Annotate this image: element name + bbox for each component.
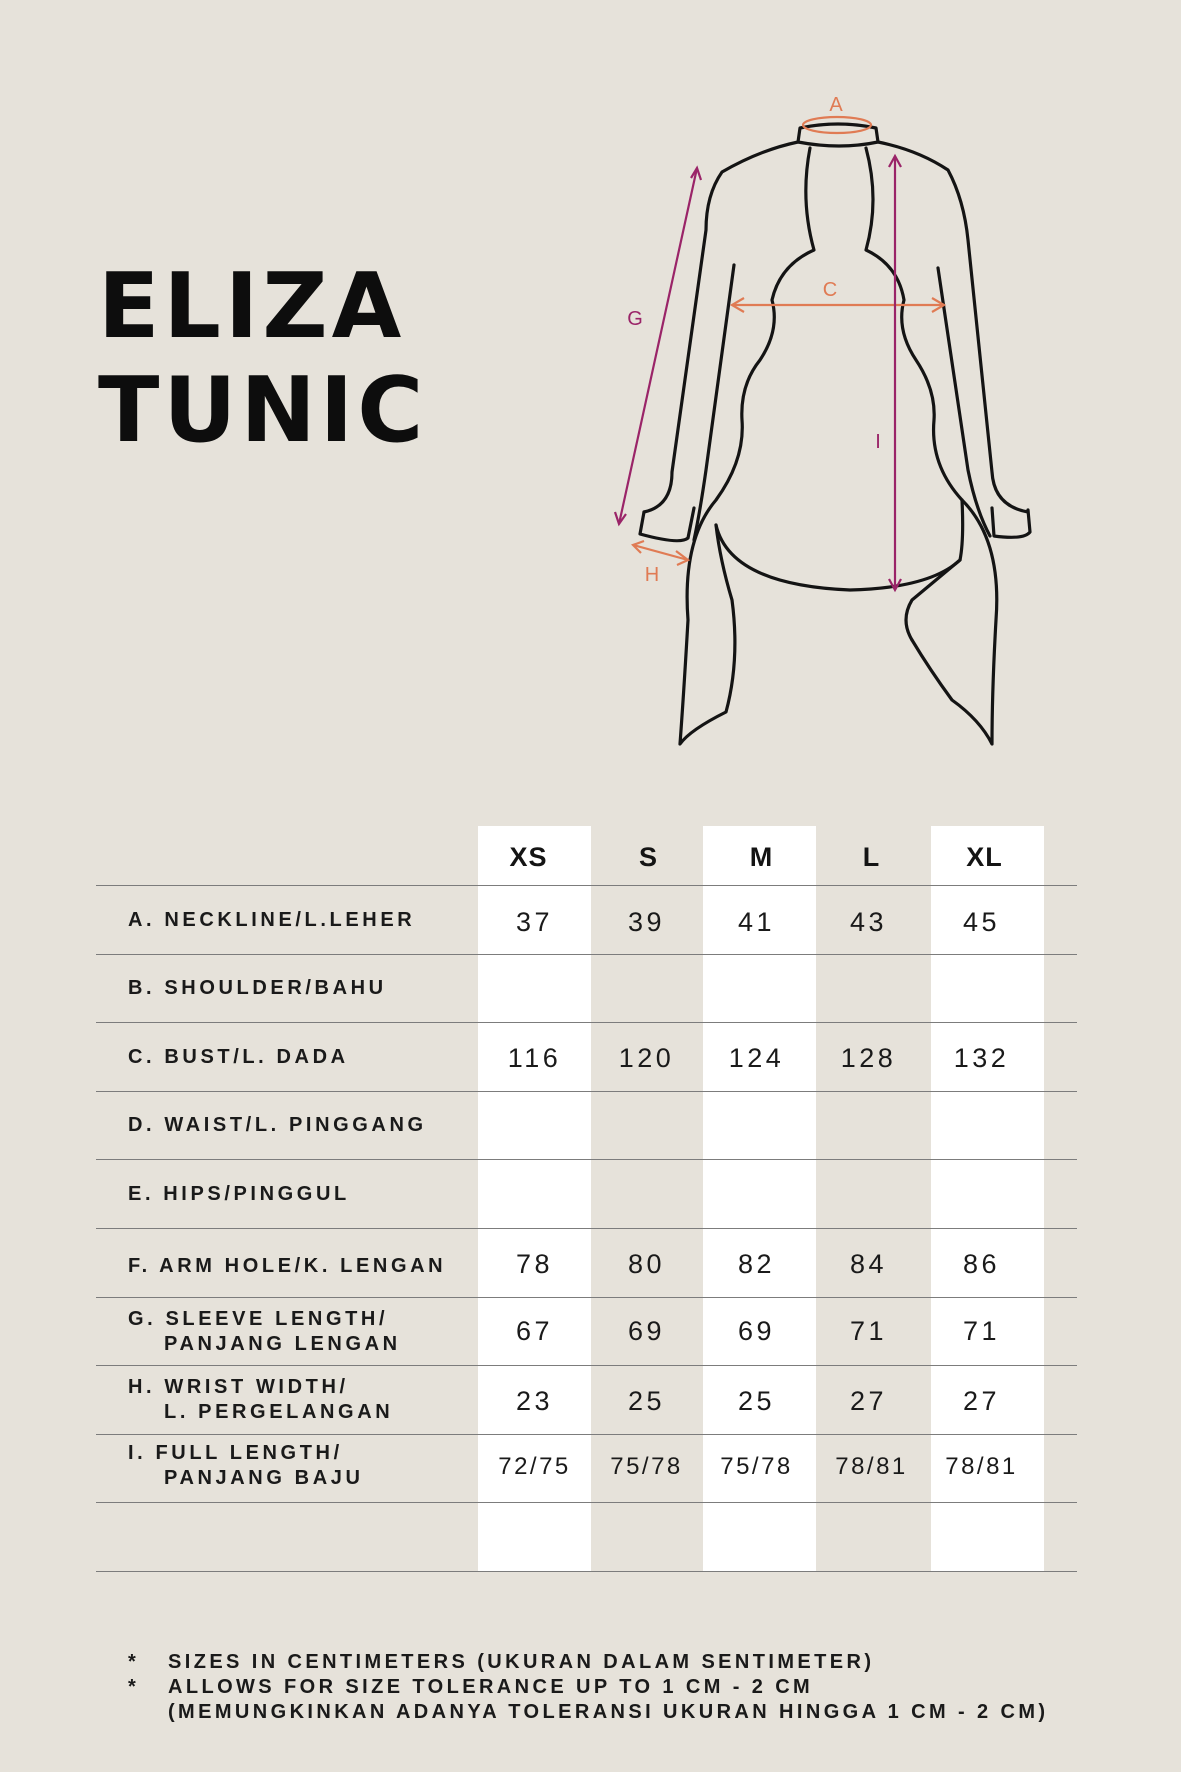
- row-label-text: D. WAIST/L. PINGGANG: [128, 1114, 427, 1136]
- row-label-shoulder: [128, 955, 468, 1022]
- cell-value: 71: [849, 1316, 888, 1346]
- cell-value: 124: [728, 1042, 785, 1073]
- title-line-2: TUNIC: [98, 358, 428, 463]
- cell-value: 120: [618, 1042, 675, 1073]
- footnote-bullet: *: [128, 1651, 140, 1673]
- row-label-text: A. NECKLINE/L.LEHER: [128, 908, 416, 931]
- label-G: G: [627, 308, 643, 330]
- cell-value: 132: [953, 1042, 1010, 1073]
- label-I: I: [875, 431, 881, 453]
- cell-value: 27: [849, 1385, 888, 1416]
- label-A: A: [829, 94, 843, 116]
- cell-value: 45: [962, 906, 1001, 937]
- footnote-text: ALLOWS FOR SIZE TOLERANCE UP TO 1 CM - 2 CM: [168, 1676, 814, 1698]
- tunic-diagram: [600, 85, 1060, 755]
- size-header-xl: XL: [966, 842, 1003, 872]
- cell-value: 75/78: [610, 1453, 683, 1480]
- row-label-text: B. SHOULDER/BAHU: [128, 977, 387, 999]
- row-label-text: C. BUST/L. DADA: [128, 1045, 349, 1068]
- cell-value: 23: [515, 1385, 554, 1416]
- footnote: [128, 1700, 1048, 1725]
- cell-value: 128: [840, 1042, 897, 1073]
- cell-value: 69: [737, 1316, 776, 1346]
- row-label-neckline: [128, 886, 468, 954]
- row-label-text: F. ARM HOLE/K. LENGAN: [128, 1254, 447, 1277]
- size-header-m: M: [749, 842, 774, 872]
- cell-value: 43: [849, 906, 888, 937]
- row-label-full-length: [128, 1432, 468, 1500]
- row-label-text-2: PANJANG BAJU: [164, 1467, 364, 1489]
- row-label-text-2: L. PERGELANGAN: [164, 1401, 394, 1423]
- cell-value: 71: [962, 1316, 1001, 1346]
- cell-value: 67: [515, 1316, 554, 1346]
- row-label-wrist-width: [128, 1366, 468, 1434]
- measure-C: [732, 298, 944, 312]
- footnote-bullet: [128, 1700, 168, 1725]
- garment-outline: [640, 124, 1030, 744]
- cell-value: 84: [849, 1249, 888, 1279]
- row-label-sleeve-length: [128, 1298, 468, 1365]
- cell-value: 72/75: [498, 1453, 571, 1480]
- row-label-hips: [128, 1160, 468, 1228]
- size-header-l: L: [862, 842, 881, 872]
- label-H: H: [644, 564, 660, 586]
- cell-value: 39: [627, 906, 666, 937]
- cell-value: 27: [962, 1385, 1001, 1416]
- cell-value: 37: [515, 906, 554, 937]
- cell-value: 80: [627, 1249, 666, 1279]
- cell-value: 78/81: [945, 1453, 1018, 1480]
- row-divider: [96, 1228, 1077, 1229]
- row-label-waist: [128, 1092, 468, 1159]
- size-header-xs: XS: [509, 842, 548, 872]
- row-label-text: E. HIPS/PINGGUL: [128, 1182, 350, 1205]
- label-C: C: [822, 279, 838, 301]
- cell-value: 82: [737, 1249, 776, 1279]
- footnote: [128, 1650, 1048, 1675]
- footnotes: [128, 1650, 1048, 1725]
- footnote-text: (MEMUNGKINKAN ADANYA TOLERANSI UKURAN HINGGA 1 CM - 2 CM): [168, 1701, 1049, 1723]
- row-label-text: I. FULL LENGTH/: [128, 1442, 343, 1464]
- cell-value: 41: [737, 906, 776, 937]
- row-divider: [96, 1502, 1077, 1503]
- row-label-bust: [128, 1023, 468, 1091]
- row-label-text: G. SLEEVE LENGTH/: [128, 1307, 389, 1330]
- footnote: [128, 1675, 1048, 1700]
- cell-value: 116: [507, 1042, 562, 1073]
- cell-value: 75/78: [720, 1453, 793, 1480]
- measure-H: [633, 541, 688, 565]
- footnote-text: SIZES IN CENTIMETERS (UKURAN DALAM SENTIMETER): [168, 1651, 875, 1673]
- product-title: [98, 255, 427, 463]
- measure-I: [889, 156, 901, 590]
- cell-value: 86: [962, 1249, 1001, 1279]
- row-label-text: H. WRIST WIDTH/: [128, 1376, 349, 1398]
- cell-value: 78: [515, 1249, 554, 1279]
- cell-value: 25: [737, 1385, 776, 1416]
- size-header-s: S: [638, 842, 658, 872]
- row-label-text-2: PANJANG LENGAN: [164, 1332, 401, 1355]
- cell-value: 78/81: [835, 1453, 908, 1480]
- cell-value: 69: [627, 1316, 666, 1346]
- cell-value: 25: [627, 1385, 666, 1416]
- title-line-1: ELIZA: [98, 254, 406, 359]
- row-divider: [96, 1571, 1077, 1572]
- footnote-bullet: *: [128, 1676, 140, 1698]
- row-label-armhole: [128, 1232, 468, 1300]
